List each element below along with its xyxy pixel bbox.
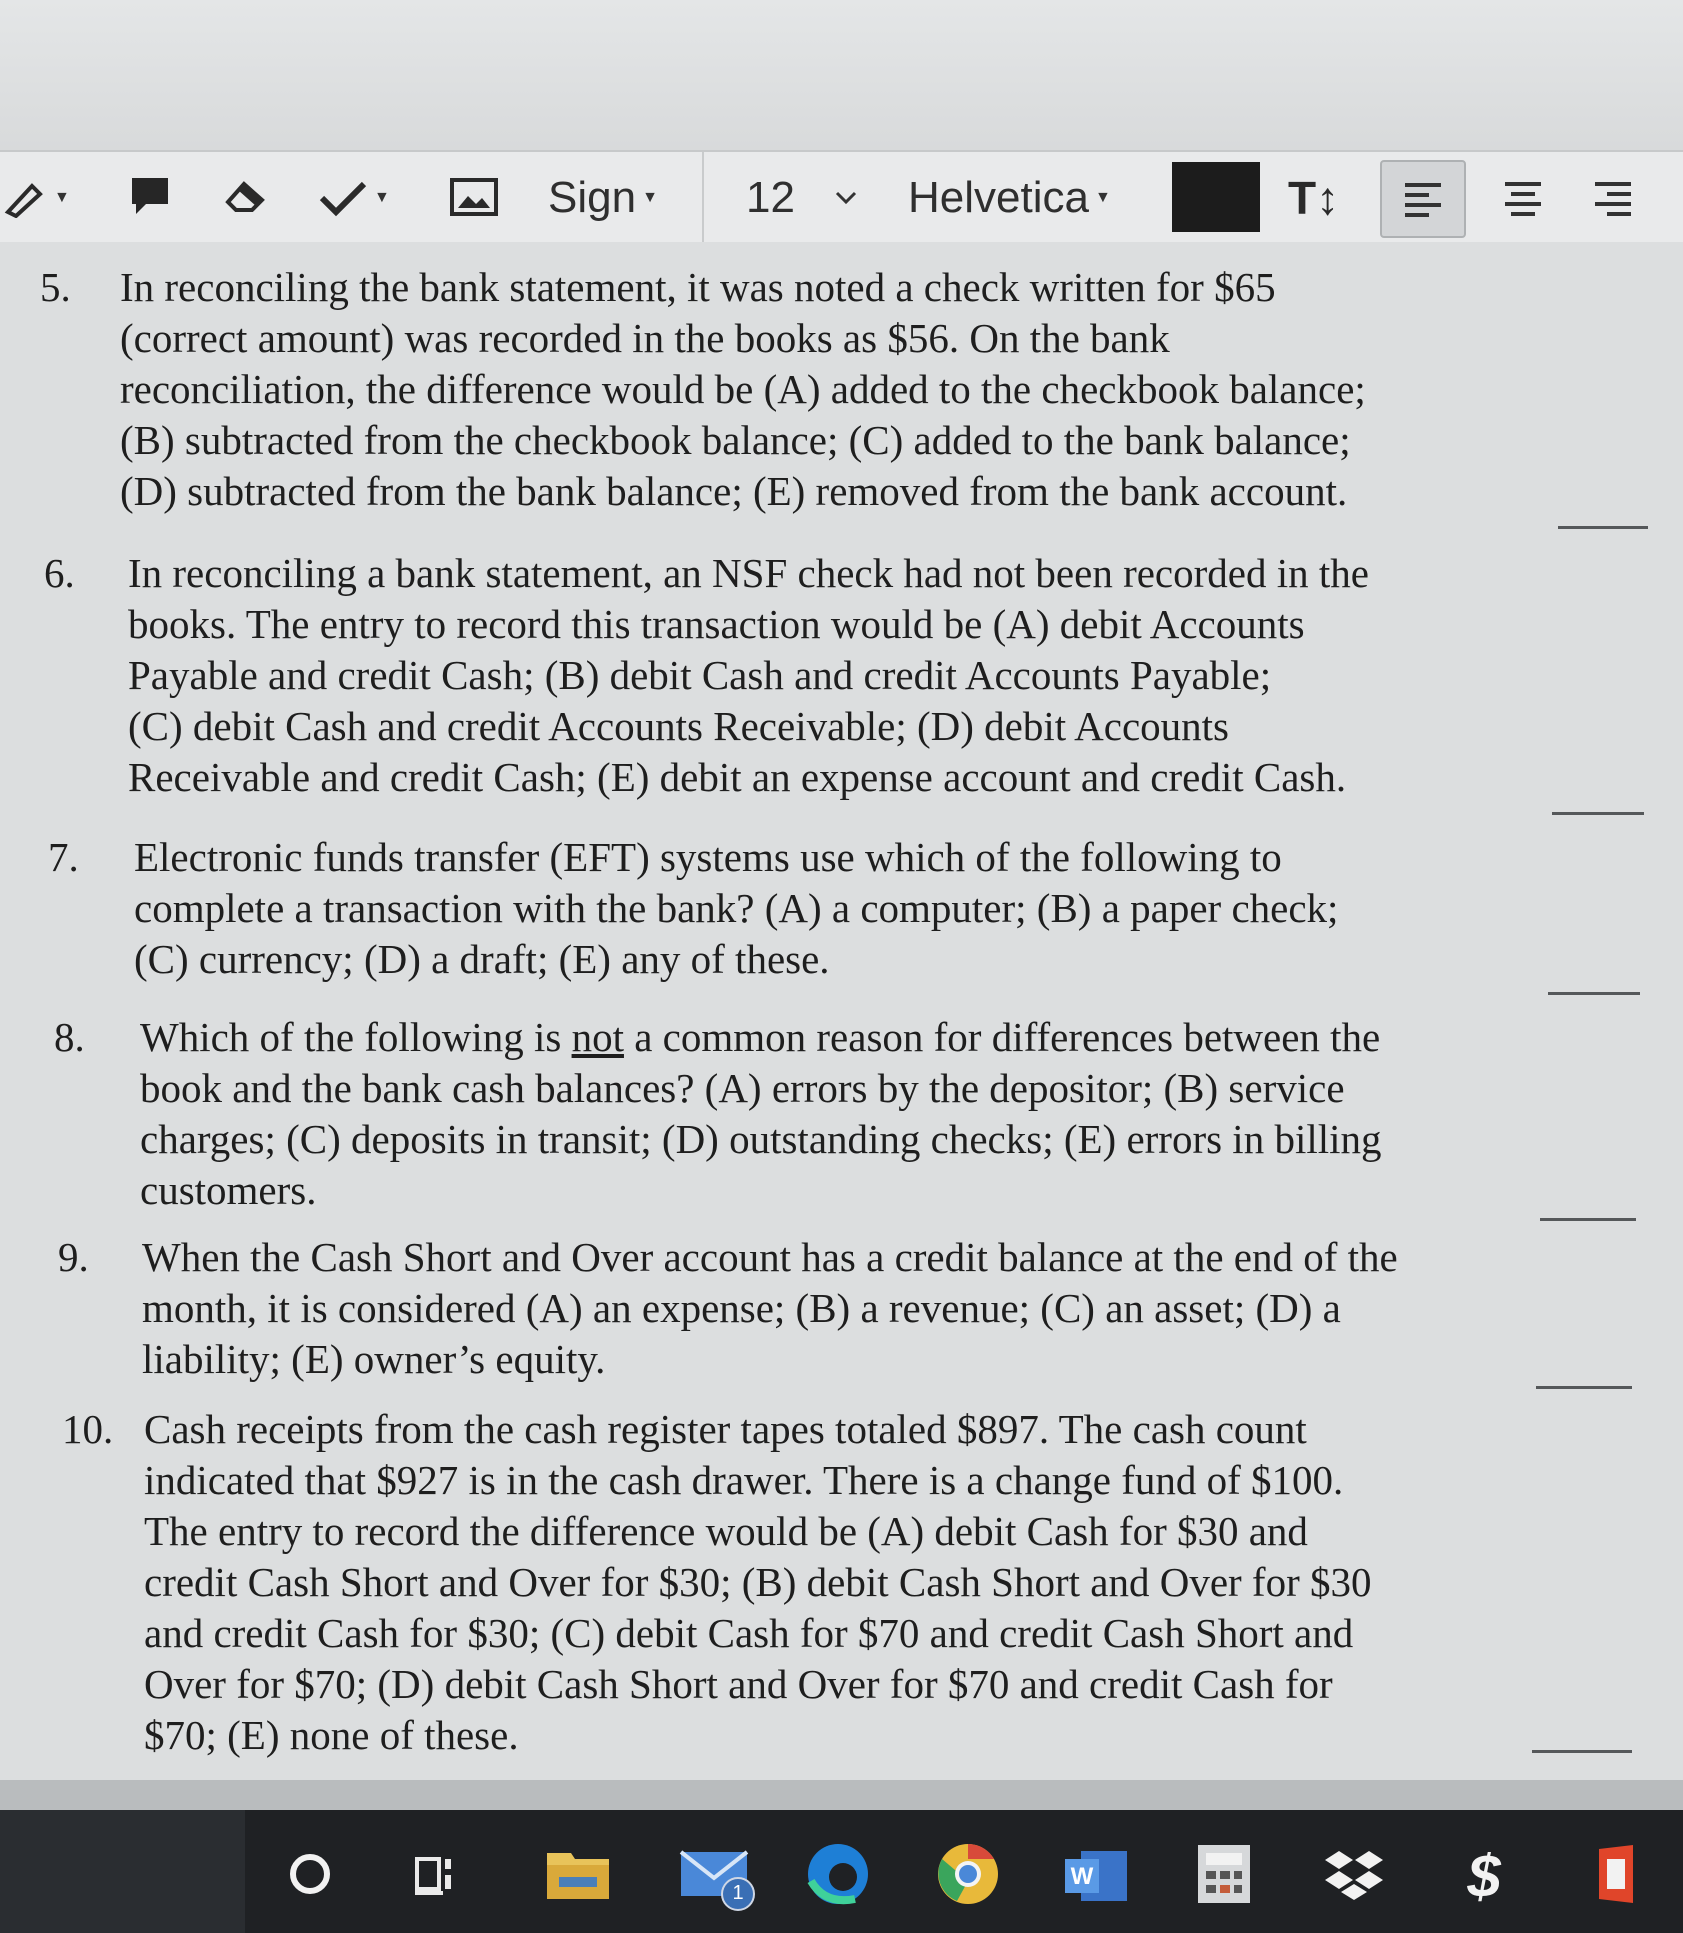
question-number: 6. [44, 550, 75, 596]
question-10 [62, 1404, 1542, 1774]
word-icon [1063, 1849, 1129, 1903]
question-line: customers. [140, 1167, 317, 1213]
question-line: book and the bank cash balances? (A) errors by the depositor; (B) service [140, 1065, 1345, 1111]
question-number: 8. [54, 1014, 85, 1060]
taskbar-top-strip [0, 1780, 1683, 1810]
dropbox-button[interactable] [1316, 1838, 1392, 1914]
question-line: $70; (E) none of these. [144, 1712, 519, 1758]
pen-icon [4, 178, 48, 218]
checkmark-icon [318, 178, 368, 218]
question-7 [48, 832, 1528, 1002]
task-view-button[interactable] [400, 1838, 476, 1914]
chevron-down-icon [835, 191, 857, 205]
calculator-button[interactable] [1186, 1838, 1262, 1914]
question-line: reconciliation, the difference would be (A) added to the checkbook balance; [120, 366, 1366, 412]
mail-button[interactable] [676, 1838, 752, 1914]
office-app-button[interactable] [1578, 1838, 1654, 1914]
question-line: month, it is considered (A) an expense; (B) a revenue; (C) an asset; (D) a [142, 1285, 1341, 1331]
answer-blank-6[interactable] [1552, 812, 1644, 815]
question-line: and credit Cash for $30; (C) debit Cash for $70 and credit Cash Short and [144, 1610, 1354, 1656]
eraser-tool-button[interactable] [222, 176, 270, 216]
chevron-down-icon: ▼ [374, 189, 390, 206]
question-line: (B) subtracted from the checkbook balance; (C) added to the bank balance; [120, 417, 1351, 463]
chrome-icon [935, 1841, 1001, 1912]
edge-icon [805, 1841, 871, 1912]
annotation-toolbar [0, 150, 1683, 244]
font-size-select[interactable] [746, 170, 857, 226]
question-9 [58, 1232, 1538, 1402]
answer-blank-10[interactable] [1532, 1750, 1632, 1753]
word-letter: W [1070, 1863, 1094, 1890]
question-8 [54, 1012, 1534, 1232]
question-line: credit Cash Short and Over for $30; (B) debit Cash Short and Over for $30 [144, 1559, 1372, 1605]
calculator-icon [1194, 1843, 1254, 1910]
dropbox-icon [1323, 1847, 1385, 1906]
folder-icon [545, 1847, 611, 1906]
text-size-button[interactable] [1288, 168, 1339, 228]
chrome-browser-button[interactable] [930, 1838, 1006, 1914]
color-swatch[interactable] [1172, 162, 1260, 232]
question-line: Cash receipts from the cash register tapes totaled $897. The cash count [144, 1406, 1307, 1452]
question-line: The entry to record the difference would be (A) debit Cash for $30 and [144, 1508, 1308, 1554]
question-line: (correct amount) was recorded in the books as $56. On the bank [120, 315, 1170, 361]
finance-app-button[interactable] [1446, 1838, 1522, 1914]
question-5 [40, 262, 1520, 532]
windows-taskbar [0, 1780, 1683, 1933]
font-size-value: 12 [746, 173, 795, 222]
question-line: complete a transaction with the bank? (A) a computer; (B) a paper check; [134, 885, 1339, 931]
question-line: In reconciling a bank statement, an NSF check had not been recorded in the [128, 550, 1369, 596]
question-line: Receivable and credit Cash; (E) debit an expense account and credit Cash. [128, 754, 1347, 800]
font-family-select[interactable] [908, 170, 1111, 226]
image-icon [450, 178, 498, 218]
eraser-icon [222, 176, 270, 216]
align-right-button[interactable] [1578, 166, 1648, 230]
question-line: (C) debit Cash and credit Accounts Receivable; (D) debit Accounts [128, 703, 1229, 749]
question-line: liability; (E) owner’s equity. [142, 1336, 606, 1382]
question-number: 7. [48, 834, 79, 880]
align-center-button[interactable] [1488, 166, 1558, 230]
sign-label: Sign [548, 173, 637, 222]
answer-blank-5[interactable] [1558, 526, 1648, 529]
checkmark-tool-button[interactable] [318, 172, 390, 224]
align-left-icon [1403, 179, 1443, 219]
align-right-icon [1593, 178, 1633, 218]
comment-tool-button[interactable] [128, 174, 172, 218]
question-line: (D) subtracted from the bank balance; (E) removed from the bank account. [120, 468, 1348, 514]
question-line: (C) currency; (D) a draft; (E) any of these. [134, 936, 830, 982]
question-line: books. The entry to record this transaction would be (A) debit Accounts [128, 601, 1305, 647]
search-circle-icon [287, 1851, 333, 1902]
task-view-icon [413, 1851, 463, 1902]
chevron-down-icon: ▼ [54, 189, 70, 206]
sign-menu-button[interactable] [548, 170, 658, 226]
question-number: 10. [62, 1406, 114, 1452]
align-center-icon [1503, 178, 1543, 218]
question-line: indicated that $927 is in the cash drawer. There is a change fund of $100. [144, 1457, 1344, 1503]
answer-blank-9[interactable] [1536, 1386, 1632, 1389]
pen-tool-button[interactable] [4, 172, 70, 224]
question-line: Payable and credit Cash; (B) debit Cash and credit Accounts Payable; [128, 652, 1272, 698]
emphasis-not: not [571, 1014, 624, 1060]
question-line: Over for $70; (D) debit Cash Short and Over for $70 and credit Cash for [144, 1661, 1333, 1707]
question-line: charges; (C) deposits in transit; (D) outstanding checks; (E) errors in billing [140, 1116, 1382, 1162]
document-page [0, 242, 1683, 1780]
question-line: In reconciling the bank statement, it was noted a check written for $65 [120, 264, 1276, 310]
align-left-button[interactable] [1380, 160, 1466, 238]
mail-unread-badge: 1 [721, 1877, 755, 1911]
answer-blank-8[interactable] [1540, 1218, 1636, 1221]
file-explorer-button[interactable] [540, 1838, 616, 1914]
comment-icon [128, 174, 172, 218]
question-number: 5. [40, 264, 71, 310]
question-line: When the Cash Short and Over account has a credit balance at the end of the [142, 1234, 1398, 1280]
question-line: Which of the following is not a common reason for differences between the [140, 1014, 1381, 1060]
text-size-icon: T↕ [1288, 172, 1340, 224]
dollar-icon: $ [1467, 1842, 1501, 1910]
answer-blank-7[interactable] [1548, 992, 1640, 995]
question-6 [44, 548, 1524, 818]
image-tool-button[interactable] [450, 178, 498, 218]
edge-browser-button[interactable] [800, 1838, 876, 1914]
question-line: Electronic funds transfer (EFT) systems use which of the following to [134, 834, 1282, 880]
toolbar-divider [702, 152, 704, 244]
screen-top-blank [0, 0, 1683, 150]
search-button[interactable] [272, 1838, 348, 1914]
mail-icon [679, 1848, 749, 1905]
word-button[interactable] [1058, 1838, 1134, 1914]
office-icon [1589, 1843, 1643, 1910]
question-number: 9. [58, 1234, 89, 1280]
chevron-down-icon: ▼ [1094, 189, 1111, 206]
chevron-down-icon: ▼ [642, 189, 658, 206]
font-family-value: Helvetica [908, 173, 1089, 222]
